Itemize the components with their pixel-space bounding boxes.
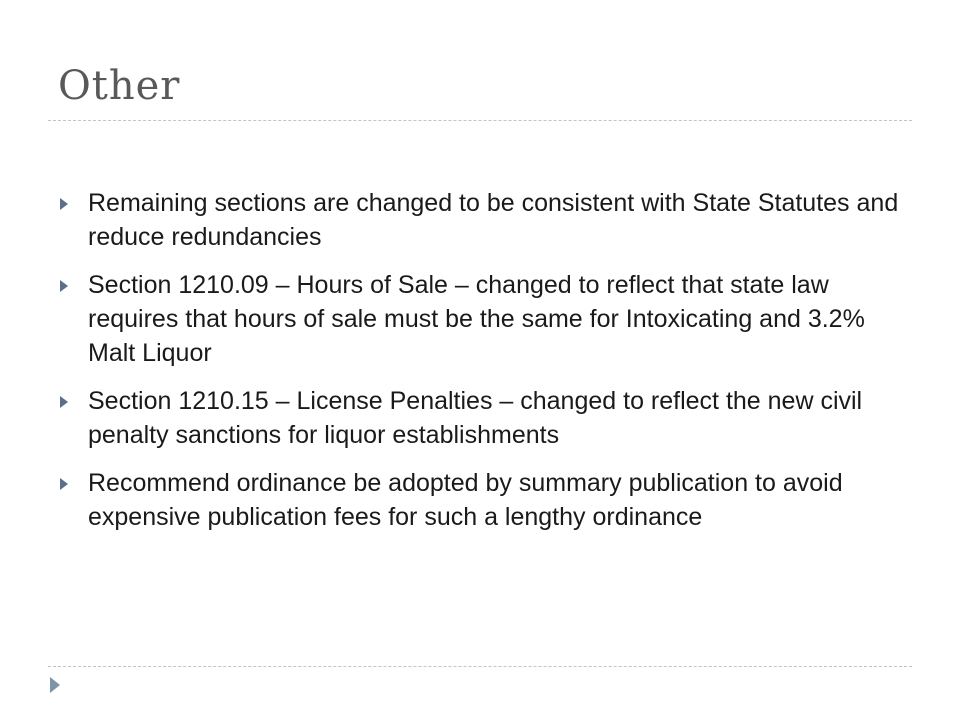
triangle-right-icon xyxy=(60,280,68,292)
footer-divider xyxy=(48,666,912,667)
list-item xyxy=(58,268,908,370)
bullet-text: Remaining sections are changed to be consistent with State Statutes and reduce redundancies xyxy=(88,189,899,251)
title-divider xyxy=(48,120,912,121)
bullet-text: Section 1210.09 – Hours of Sale – changed to reflect that state law requires that hours of sale must be the same for Intoxicating and 3.2% Malt Liquor xyxy=(88,271,865,367)
triangle-right-icon xyxy=(50,677,60,693)
bullet-list xyxy=(58,186,908,548)
list-item xyxy=(58,466,908,534)
triangle-right-icon xyxy=(60,198,68,210)
triangle-right-icon xyxy=(60,478,68,490)
list-item xyxy=(58,186,908,254)
list-item xyxy=(58,384,908,452)
slide-title: Other xyxy=(58,63,181,109)
bullet-text: Section 1210.15 – License Penalties – changed to reflect the new civil penalty sanctions for liquor establishments xyxy=(88,387,863,449)
bullet-text: Recommend ordinance be adopted by summary publication to avoid expensive publication fees for such a lengthy ordinance xyxy=(88,469,843,531)
triangle-right-icon xyxy=(60,396,68,408)
